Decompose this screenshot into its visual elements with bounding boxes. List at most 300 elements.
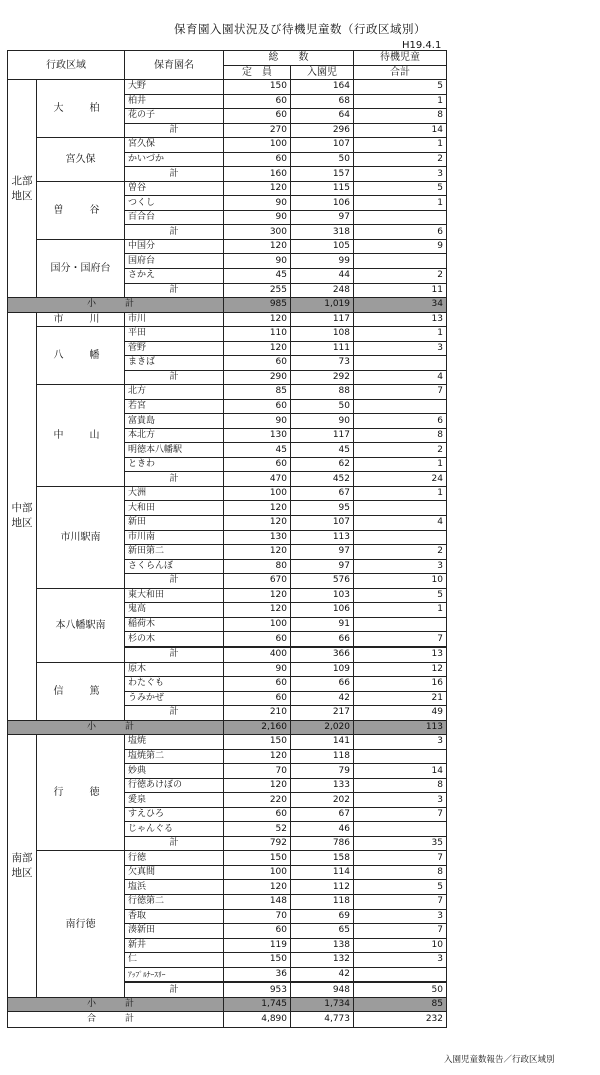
capacity-cell: 100: [224, 617, 291, 632]
header-waiting: 待機児童: [354, 51, 447, 66]
facility-name: 仁: [125, 953, 224, 968]
capacity-cell: 60: [224, 399, 291, 414]
total-label: 計: [125, 647, 224, 662]
enrolled-cell: 108: [291, 327, 354, 342]
capacity-cell: 45: [224, 268, 291, 283]
facility-name: 妙典: [125, 764, 224, 779]
enrolled-cell: 157: [291, 167, 354, 182]
enrolled-cell: 118: [291, 749, 354, 764]
capacity-cell: 60: [224, 152, 291, 167]
capacity-cell: 120: [224, 312, 291, 327]
waiting-cell: 35: [354, 836, 447, 851]
waiting-cell: 14: [354, 123, 447, 138]
waiting-cell: [354, 617, 447, 632]
waiting-cell: 5: [354, 588, 447, 603]
area-cell: 南行徳: [37, 851, 125, 998]
capacity-cell: 85: [224, 385, 291, 400]
facility-name: 稲荷木: [125, 617, 224, 632]
facility-name: 行徳あけぼの: [125, 778, 224, 793]
waiting-cell: 5: [354, 80, 447, 95]
enrolled-cell: 45: [291, 443, 354, 458]
waiting-cell: 3: [354, 341, 447, 356]
facility-name: 大和田: [125, 501, 224, 516]
enrolled-cell: 97: [291, 545, 354, 560]
enrolled-cell: 117: [291, 312, 354, 327]
capacity-cell: 36: [224, 967, 291, 982]
waiting-cell: 14: [354, 764, 447, 779]
facility-name: ｱｯﾌﾟﾙﾅｰｽﾘｰ: [125, 967, 224, 982]
waiting-cell: 6: [354, 414, 447, 429]
waiting-cell: 21: [354, 691, 447, 706]
enrolled-cell: 113: [291, 530, 354, 545]
facility-name: 本北方: [125, 428, 224, 443]
waiting-cell: 3: [354, 167, 447, 182]
waiting-cell: 3: [354, 909, 447, 924]
facility-name: 柏井: [125, 94, 224, 109]
facility-name: 若宮: [125, 399, 224, 414]
table-row: [8, 662, 447, 677]
enrolled-cell: 132: [291, 953, 354, 968]
enrolled-cell: 106: [291, 603, 354, 618]
subtotal-row: [8, 298, 447, 313]
enrolled-cell: 107: [291, 516, 354, 531]
enrolled-cell: 62: [291, 457, 354, 472]
capacity-cell: 792: [224, 836, 291, 851]
subtotal-label: 小 計: [8, 720, 224, 735]
enrolled-cell: 248: [291, 283, 354, 298]
facility-name: 大洲: [125, 486, 224, 501]
capacity-cell: 60: [224, 356, 291, 371]
facility-name: 市川: [125, 312, 224, 327]
subtotal-enrolled: 1,734: [291, 997, 354, 1012]
enrollment-table: [7, 50, 447, 1028]
subtotal-capacity: 2,160: [224, 720, 291, 735]
report-date: H19.4.1: [402, 40, 442, 51]
table-row: [8, 80, 447, 95]
table-row: [8, 138, 447, 153]
enrolled-cell: 948: [291, 983, 354, 998]
waiting-cell: 4: [354, 516, 447, 531]
capacity-cell: 60: [224, 807, 291, 822]
enrolled-cell: 112: [291, 880, 354, 895]
waiting-cell: 8: [354, 865, 447, 880]
capacity-cell: 290: [224, 370, 291, 385]
enrolled-cell: 66: [291, 632, 354, 647]
enrolled-cell: 452: [291, 472, 354, 487]
total-label: 計: [125, 472, 224, 487]
table-row: [8, 327, 447, 342]
capacity-cell: 150: [224, 953, 291, 968]
total-label: 計: [125, 706, 224, 721]
capacity-cell: 120: [224, 545, 291, 560]
capacity-cell: 90: [224, 196, 291, 211]
facility-name: 鬼高: [125, 603, 224, 618]
total-label: 計: [125, 123, 224, 138]
waiting-cell: 2: [354, 152, 447, 167]
capacity-cell: 60: [224, 109, 291, 124]
facility-name: ときわ: [125, 457, 224, 472]
waiting-cell: 7: [354, 385, 447, 400]
waiting-cell: 7: [354, 895, 447, 910]
enrolled-cell: 42: [291, 691, 354, 706]
facility-name: かいづか: [125, 152, 224, 167]
facility-name: じゃんぐる: [125, 822, 224, 837]
waiting-cell: 9: [354, 239, 447, 254]
facility-name: さかえ: [125, 268, 224, 283]
capacity-cell: 90: [224, 254, 291, 269]
waiting-cell: 1: [354, 327, 447, 342]
header-facility: 保育園名: [125, 51, 224, 80]
capacity-cell: 120: [224, 880, 291, 895]
enrolled-cell: 786: [291, 836, 354, 851]
area-cell: 本八幡駅南: [37, 588, 125, 662]
facility-name: 杉の木: [125, 632, 224, 647]
table-row: [8, 385, 447, 400]
enrolled-cell: 64: [291, 109, 354, 124]
enrolled-cell: 107: [291, 138, 354, 153]
facility-name: 新田: [125, 516, 224, 531]
enrolled-cell: 103: [291, 588, 354, 603]
waiting-cell: 2: [354, 268, 447, 283]
capacity-cell: 60: [224, 632, 291, 647]
waiting-cell: 3: [354, 559, 447, 574]
capacity-cell: 953: [224, 983, 291, 998]
enrolled-cell: 95: [291, 501, 354, 516]
capacity-cell: 255: [224, 283, 291, 298]
subtotal-capacity: 985: [224, 298, 291, 313]
capacity-cell: 45: [224, 443, 291, 458]
region-cell: 南部地区: [8, 735, 37, 998]
waiting-cell: 1: [354, 94, 447, 109]
capacity-cell: 70: [224, 764, 291, 779]
waiting-cell: 1: [354, 138, 447, 153]
waiting-cell: 5: [354, 880, 447, 895]
facility-name: 新田第二: [125, 545, 224, 560]
capacity-cell: 400: [224, 647, 291, 662]
area-cell: 行 徳: [37, 735, 125, 851]
waiting-cell: 2: [354, 545, 447, 560]
table-body: [8, 51, 447, 1028]
waiting-cell: [354, 749, 447, 764]
waiting-cell: 10: [354, 938, 447, 953]
capacity-cell: 60: [224, 677, 291, 692]
facility-name: 中国分: [125, 239, 224, 254]
capacity-cell: 119: [224, 938, 291, 953]
total-label: 計: [125, 370, 224, 385]
table-row: [8, 851, 447, 866]
capacity-cell: 120: [224, 181, 291, 196]
capacity-cell: 220: [224, 793, 291, 808]
capacity-cell: 210: [224, 706, 291, 721]
region-cell: 中部地区: [8, 312, 37, 720]
enrolled-cell: 292: [291, 370, 354, 385]
enrolled-cell: 91: [291, 617, 354, 632]
capacity-cell: 120: [224, 603, 291, 618]
enrolled-cell: 68: [291, 94, 354, 109]
facility-name: 曽谷: [125, 181, 224, 196]
waiting-cell: 16: [354, 677, 447, 692]
facility-name: 富貴島: [125, 414, 224, 429]
waiting-cell: 1: [354, 486, 447, 501]
capacity-cell: 670: [224, 574, 291, 589]
enrolled-cell: 141: [291, 735, 354, 750]
region-cell: 北部地区: [8, 80, 37, 298]
capacity-cell: 70: [224, 909, 291, 924]
capacity-cell: 110: [224, 327, 291, 342]
waiting-cell: 7: [354, 632, 447, 647]
facility-name: 新井: [125, 938, 224, 953]
facility-name: 原木: [125, 662, 224, 677]
capacity-cell: 120: [224, 516, 291, 531]
enrolled-cell: 114: [291, 865, 354, 880]
waiting-cell: 10: [354, 574, 447, 589]
subtotal-capacity: 1,745: [224, 997, 291, 1012]
capacity-cell: 60: [224, 691, 291, 706]
waiting-cell: 13: [354, 647, 447, 662]
grand-total-enrolled: 4,773: [291, 1012, 354, 1028]
subtotal-enrolled: 2,020: [291, 720, 354, 735]
waiting-cell: 4: [354, 370, 447, 385]
capacity-cell: 100: [224, 865, 291, 880]
waiting-cell: [354, 530, 447, 545]
capacity-cell: 90: [224, 210, 291, 225]
capacity-cell: 60: [224, 457, 291, 472]
total-label: 計: [125, 983, 224, 998]
enrolled-cell: 79: [291, 764, 354, 779]
header-district: 行政区域: [8, 51, 125, 80]
capacity-cell: 120: [224, 239, 291, 254]
enrolled-cell: 318: [291, 225, 354, 240]
facility-name: 大野: [125, 80, 224, 95]
enrolled-cell: 67: [291, 486, 354, 501]
enrolled-cell: 217: [291, 706, 354, 721]
facility-name: 香取: [125, 909, 224, 924]
enrolled-cell: 202: [291, 793, 354, 808]
capacity-cell: 148: [224, 895, 291, 910]
enrolled-cell: 69: [291, 909, 354, 924]
table-row: [8, 312, 447, 327]
capacity-cell: 130: [224, 428, 291, 443]
grand-total-label: 合 計: [8, 1012, 224, 1028]
facility-name: 百合台: [125, 210, 224, 225]
facility-name: 行徳: [125, 851, 224, 866]
enrolled-cell: 117: [291, 428, 354, 443]
subtotal-waiting: 113: [354, 720, 447, 735]
waiting-cell: 13: [354, 312, 447, 327]
facility-name: 北方: [125, 385, 224, 400]
total-label: 計: [125, 225, 224, 240]
footer-note: 入園児童数報告／行政区域別: [444, 1055, 555, 1065]
capacity-cell: 150: [224, 80, 291, 95]
waiting-cell: 1: [354, 457, 447, 472]
enrolled-cell: 65: [291, 924, 354, 939]
facility-name: 平田: [125, 327, 224, 342]
waiting-cell: 50: [354, 983, 447, 998]
header-waiting-total: 合計: [354, 65, 447, 80]
header-enrolled: 入園児: [291, 65, 354, 80]
waiting-cell: 8: [354, 428, 447, 443]
grand-total-capacity: 4,890: [224, 1012, 291, 1028]
facility-name: 宮久保: [125, 138, 224, 153]
area-cell: 中 山: [37, 385, 125, 487]
subtotal-row: [8, 720, 447, 735]
waiting-cell: 5: [354, 181, 447, 196]
facility-name: 湊新田: [125, 924, 224, 939]
capacity-cell: 130: [224, 530, 291, 545]
capacity-cell: 150: [224, 735, 291, 750]
facility-name: すえひろ: [125, 807, 224, 822]
page-title: 保育園入園状況及び待機児童数（行政区域別）: [174, 22, 426, 36]
area-cell: 信 篤: [37, 662, 125, 720]
waiting-cell: [354, 822, 447, 837]
enrolled-cell: 296: [291, 123, 354, 138]
table-row: [8, 181, 447, 196]
total-label: 計: [125, 167, 224, 182]
capacity-cell: 90: [224, 662, 291, 677]
waiting-cell: [354, 967, 447, 982]
capacity-cell: 150: [224, 851, 291, 866]
waiting-cell: [354, 356, 447, 371]
enrolled-cell: 97: [291, 559, 354, 574]
waiting-cell: [354, 210, 447, 225]
capacity-cell: 120: [224, 778, 291, 793]
total-label: 計: [125, 283, 224, 298]
enrolled-cell: 164: [291, 80, 354, 95]
subtotal-label: 小 計: [8, 997, 224, 1012]
area-cell: 大 柏: [37, 80, 125, 138]
subtotal-waiting: 34: [354, 298, 447, 313]
table-row: [8, 735, 447, 750]
enrolled-cell: 88: [291, 385, 354, 400]
enrolled-cell: 66: [291, 677, 354, 692]
facility-name: わたぐも: [125, 677, 224, 692]
facility-name: 愛泉: [125, 793, 224, 808]
waiting-cell: 12: [354, 662, 447, 677]
facility-name: 菅野: [125, 341, 224, 356]
facility-name: 塩浜: [125, 880, 224, 895]
capacity-cell: 270: [224, 123, 291, 138]
table-row: [8, 486, 447, 501]
subtotal-label: 小 計: [8, 298, 224, 313]
waiting-cell: 8: [354, 109, 447, 124]
area-cell: 国分・国府台: [37, 239, 125, 297]
enrolled-cell: 111: [291, 341, 354, 356]
header-total: 総 数: [224, 51, 354, 66]
enrolled-cell: 109: [291, 662, 354, 677]
waiting-cell: 11: [354, 283, 447, 298]
waiting-cell: 24: [354, 472, 447, 487]
enrolled-cell: 67: [291, 807, 354, 822]
capacity-cell: 470: [224, 472, 291, 487]
waiting-cell: 1: [354, 196, 447, 211]
waiting-cell: 7: [354, 851, 447, 866]
facility-name: 明徳本八幡駅: [125, 443, 224, 458]
header-row-1: [8, 51, 447, 66]
waiting-cell: [354, 399, 447, 414]
enrolled-cell: 73: [291, 356, 354, 371]
enrolled-cell: 90: [291, 414, 354, 429]
waiting-cell: 7: [354, 807, 447, 822]
enrolled-cell: 50: [291, 399, 354, 414]
total-label: 計: [125, 836, 224, 851]
capacity-cell: 120: [224, 341, 291, 356]
waiting-cell: 6: [354, 225, 447, 240]
capacity-cell: 100: [224, 486, 291, 501]
capacity-cell: 52: [224, 822, 291, 837]
subtotal-waiting: 85: [354, 997, 447, 1012]
waiting-cell: 8: [354, 778, 447, 793]
area-cell: 市川駅南: [37, 486, 125, 588]
enrolled-cell: 115: [291, 181, 354, 196]
facility-name: 塩焼第二: [125, 749, 224, 764]
header-capacity: 定 員: [224, 65, 291, 80]
facility-name: うみかぜ: [125, 691, 224, 706]
table-row: [8, 588, 447, 603]
area-cell: 曽 谷: [37, 181, 125, 239]
waiting-cell: [354, 254, 447, 269]
grand-total-row: [8, 1012, 447, 1028]
area-cell: 宮久保: [37, 138, 125, 182]
enrolled-cell: 106: [291, 196, 354, 211]
enrolled-cell: 42: [291, 967, 354, 982]
subtotal-row: [8, 997, 447, 1012]
enrolled-cell: 118: [291, 895, 354, 910]
facility-name: 塩焼: [125, 735, 224, 750]
facility-name: つくし: [125, 196, 224, 211]
waiting-cell: [354, 501, 447, 516]
facility-name: 行徳第二: [125, 895, 224, 910]
facility-name: 市川南: [125, 530, 224, 545]
capacity-cell: 60: [224, 924, 291, 939]
capacity-cell: 80: [224, 559, 291, 574]
capacity-cell: 300: [224, 225, 291, 240]
enrolled-cell: 138: [291, 938, 354, 953]
enrolled-cell: 99: [291, 254, 354, 269]
waiting-cell: 7: [354, 924, 447, 939]
enrolled-cell: 46: [291, 822, 354, 837]
waiting-cell: 49: [354, 706, 447, 721]
facility-name: 花の子: [125, 109, 224, 124]
enrolled-cell: 133: [291, 778, 354, 793]
enrolled-cell: 366: [291, 647, 354, 662]
area-cell: 市 川: [37, 312, 125, 327]
waiting-cell: 3: [354, 735, 447, 750]
facility-name: 欠真間: [125, 865, 224, 880]
waiting-cell: 2: [354, 443, 447, 458]
capacity-cell: 90: [224, 414, 291, 429]
subtotal-enrolled: 1,019: [291, 298, 354, 313]
capacity-cell: 60: [224, 94, 291, 109]
facility-name: 国府台: [125, 254, 224, 269]
facility-name: まきば: [125, 356, 224, 371]
capacity-cell: 160: [224, 167, 291, 182]
facility-name: さくらんぼ: [125, 559, 224, 574]
enrolled-cell: 44: [291, 268, 354, 283]
grand-total-waiting: 232: [354, 1012, 447, 1028]
capacity-cell: 120: [224, 588, 291, 603]
area-cell: 八 幡: [37, 327, 125, 385]
enrolled-cell: 97: [291, 210, 354, 225]
enrolled-cell: 158: [291, 851, 354, 866]
table-row: [8, 239, 447, 254]
enrolled-cell: 105: [291, 239, 354, 254]
facility-name: 東大和田: [125, 588, 224, 603]
capacity-cell: 100: [224, 138, 291, 153]
enrolled-cell: 50: [291, 152, 354, 167]
waiting-cell: 1: [354, 603, 447, 618]
capacity-cell: 120: [224, 501, 291, 516]
waiting-cell: 3: [354, 953, 447, 968]
